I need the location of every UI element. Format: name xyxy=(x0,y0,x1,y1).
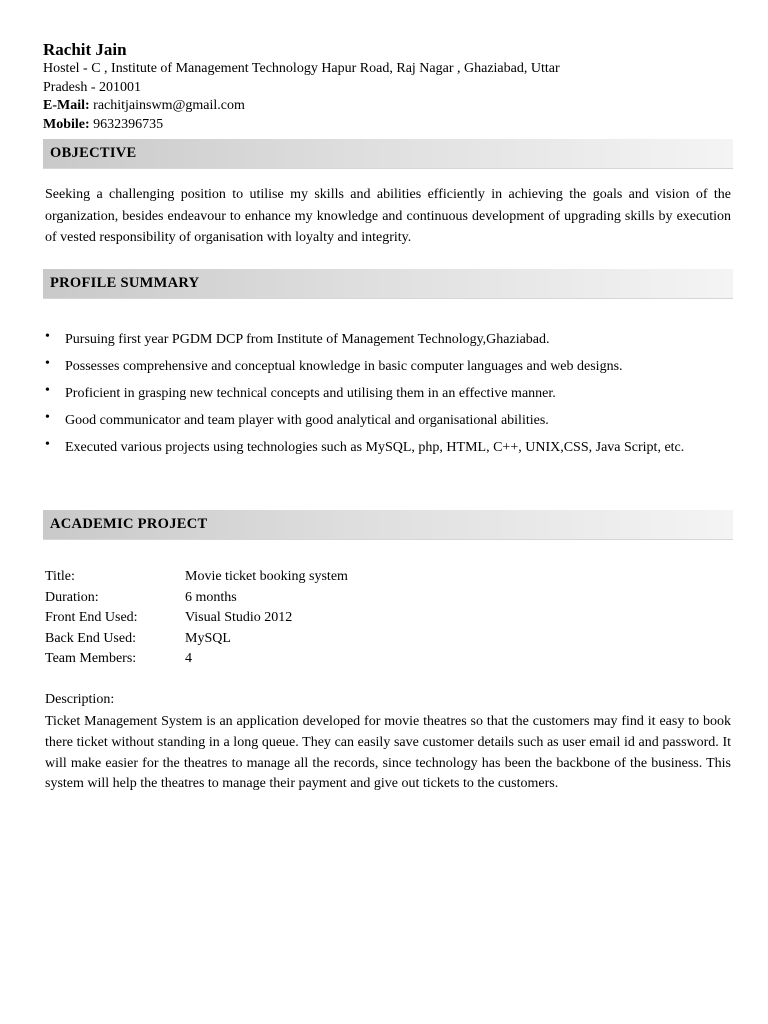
section-profile-summary xyxy=(43,269,733,299)
project-row xyxy=(45,588,348,609)
candidate-name: Rachit Jain xyxy=(43,40,127,59)
bullet-icon: • xyxy=(45,383,50,398)
bullet-icon: • xyxy=(45,437,50,452)
project-details xyxy=(45,567,348,670)
project-row-label: Back End Used: xyxy=(45,630,136,646)
email-value: rachitjainswm@gmail.com xyxy=(93,98,245,113)
list-item xyxy=(45,380,731,407)
address-line-1: Hostel - C , Institute of Management Technology Hapur Road, Raj Nagar , Ghaziabad, Uttar xyxy=(43,61,560,76)
mobile-label: Mobile: xyxy=(43,117,90,132)
project-row-label: Front End Used: xyxy=(45,610,138,626)
list-item-text: Possesses comprehensive and conceptual knowledge in basic computer languages and web designs. xyxy=(65,359,623,374)
email-line xyxy=(43,97,245,115)
project-row-label: Title: xyxy=(45,569,75,584)
section-objective xyxy=(43,139,733,169)
mobile-line xyxy=(43,116,163,134)
profile-summary-list xyxy=(45,326,731,461)
list-item xyxy=(45,434,731,461)
project-row-value: Visual Studio 2012 xyxy=(185,610,293,626)
address-line-2: Pradesh - 201001 xyxy=(43,80,141,95)
project-row-label: Team Members: xyxy=(45,651,137,667)
project-row xyxy=(45,608,348,629)
project-row xyxy=(45,629,348,650)
project-row-value: 6 months xyxy=(185,589,237,605)
bullet-icon: • xyxy=(45,410,50,425)
project-row xyxy=(45,567,348,588)
mobile-value: 9632396735 xyxy=(93,117,164,132)
project-row-value: MySQL xyxy=(185,630,231,646)
bullet-icon: • xyxy=(45,356,50,371)
bullet-icon: • xyxy=(45,329,50,344)
list-item xyxy=(45,326,731,353)
section-project-heading: ACADEMIC PROJECT xyxy=(50,516,208,532)
section-academic-project xyxy=(43,510,733,540)
project-row xyxy=(45,649,348,670)
project-row-value: Movie ticket booking system xyxy=(185,569,348,584)
project-row-value: 4 xyxy=(185,651,192,667)
project-row-label: Duration: xyxy=(45,589,99,605)
email-label: E-Mail: xyxy=(43,98,90,113)
section-objective-heading: OBJECTIVE xyxy=(50,145,137,161)
description-label: Description: xyxy=(45,692,115,707)
list-item-text: Executed various projects using technologies such as MySQL, php, HTML, C++, UNIX,CSS, Java Script, etc. xyxy=(65,440,685,455)
list-item xyxy=(45,407,731,434)
list-item-text: Proficient in grasping new technical concepts and utilising them in an effective manner. xyxy=(65,386,556,401)
list-item xyxy=(45,353,731,380)
objective-text: Seeking a challenging position to utilise my skills and abilities efficiently in achieving the goals and vision of the organization, besides endeavour to enhance my knowledge and continuous development of upgrading skills by execution of vested responsibility of organisation with loyalty and integrity. xyxy=(45,187,731,245)
list-item-text: Good communicator and team player with good analytical and organisational abilities. xyxy=(65,413,549,428)
list-item-text: Pursuing first year PGDM DCP from Institute of Management Technology,Ghaziabad. xyxy=(65,332,550,347)
description-text: Ticket Management System is an application developed for movie theatres so that the customers may find it easy to book there ticket without standing in a long queue. They can easily save customer details such as user email id and password. It will make easier for the theatres to manage all the records, since technology has been the backbone of the business. This system will help the theatres to manage their payment and give out tickets to the customers. xyxy=(45,714,731,792)
section-profile-heading: PROFILE SUMMARY xyxy=(50,275,200,291)
